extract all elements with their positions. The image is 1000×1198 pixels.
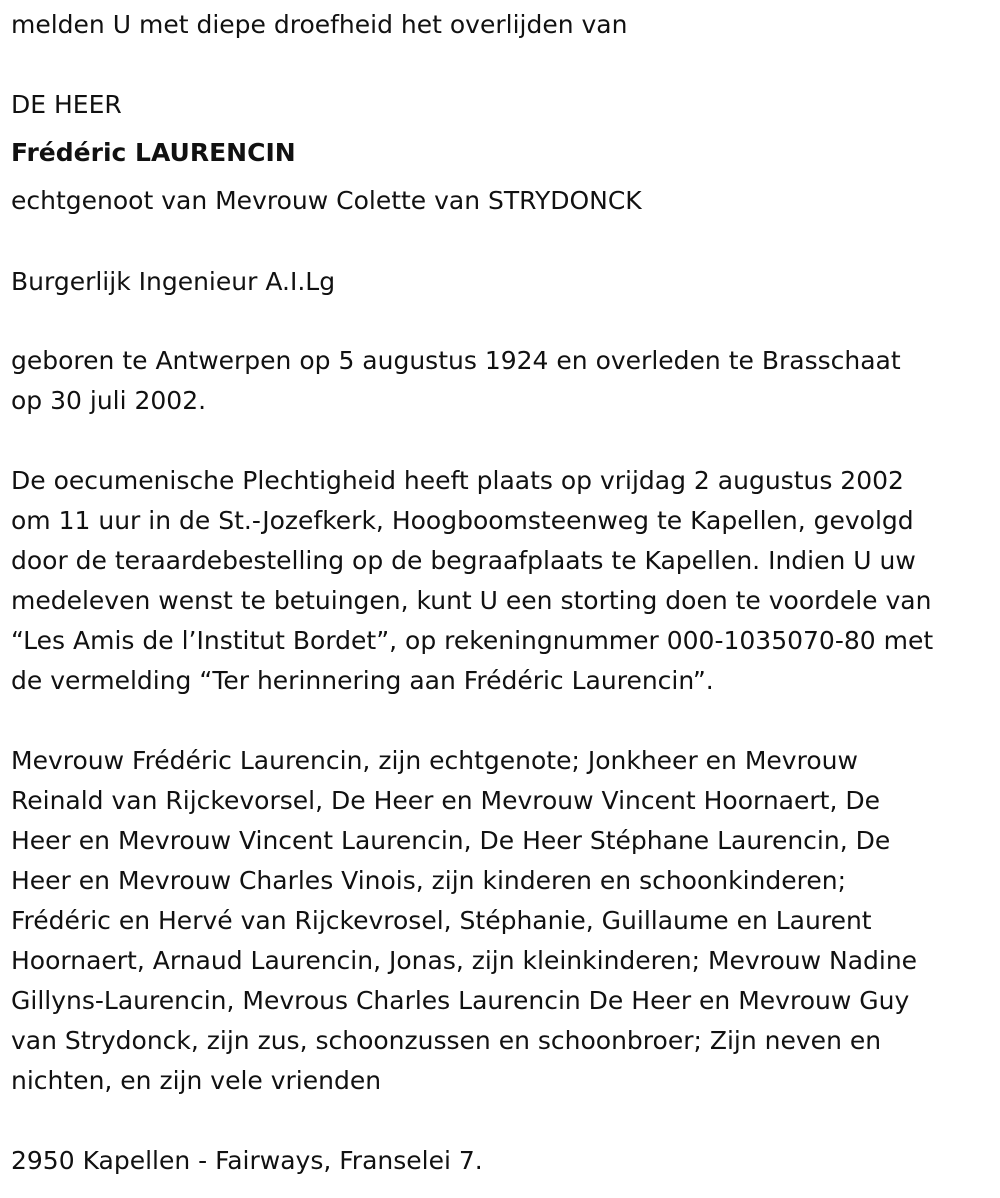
ceremony-line: De oecumenische Plechtigheid heeft plaats op vrijdag 2 augustus 2002 [11, 466, 904, 495]
family-line: nichten, en zijn vele vrienden [11, 1066, 382, 1095]
intro-line: melden U met diepe droefheid het overlijden van [11, 10, 628, 39]
family-line: Frédéric en Hervé van Rijckevrosel, Stéphanie, Guillaume en Laurent [11, 906, 872, 935]
profession-title: Burgerlijk Ingenieur A.I.Lg [11, 267, 336, 296]
family-line: Mevrouw Frédéric Laurencin, zijn echtgenote; Jonkheer en Mevrouw [11, 746, 858, 775]
family-line: Hoornaert, Arnaud Laurencin, Jonas, zijn kleinkinderen; Mevrouw Nadine [11, 946, 918, 975]
birth-death-line: geboren te Antwerpen op 5 augustus 1924 en overleden te Brasschaat [11, 346, 901, 375]
ceremony-line: medeleven wenst te betuingen, kunt U een storting doen te voordele van [11, 586, 932, 615]
ceremony-line: door de teraardebestelling op de begraafplaats te Kapellen. Indien U uw [11, 546, 916, 575]
family-line: Heer en Mevrouw Charles Vinois, zijn kinderen en schoonkinderen; [11, 866, 847, 895]
deceased-name: Frédéric LAURENCIN [11, 138, 296, 167]
ceremony-line: om 11 uur in de St.-Jozefkerk, Hoogboomsteenweg te Kapellen, gevolgd [11, 506, 914, 535]
ceremony-line: “Les Amis de l’Institut Bordet”, op rekeningnummer 000-1035070-80 met [11, 626, 934, 655]
family-line: Reinald van Rijckevorsel, De Heer en Mevrouw Vincent Hoornaert, De [11, 786, 880, 815]
ceremony-line: de vermelding “Ter herinnering aan Frédéric Laurencin”. [11, 666, 714, 695]
family-line: Heer en Mevrouw Vincent Laurencin, De Heer Stéphane Laurencin, De [11, 826, 891, 855]
spouse-line: echtgenoot van Mevrouw Colette van STRYDONCK [11, 186, 642, 215]
family-line: van Strydonck, zijn zus, schoonzussen en schoonbroer; Zijn neven en [11, 1026, 882, 1055]
family-line: Gillyns-Laurencin, Mevrous Charles Laurencin De Heer en Mevrouw Guy [11, 986, 910, 1015]
salutation: DE HEER [11, 90, 122, 119]
birth-death-line: op 30 juli 2002. [11, 386, 207, 415]
address-line: 2950 Kapellen - Fairways, Franselei 7. [11, 1146, 483, 1175]
